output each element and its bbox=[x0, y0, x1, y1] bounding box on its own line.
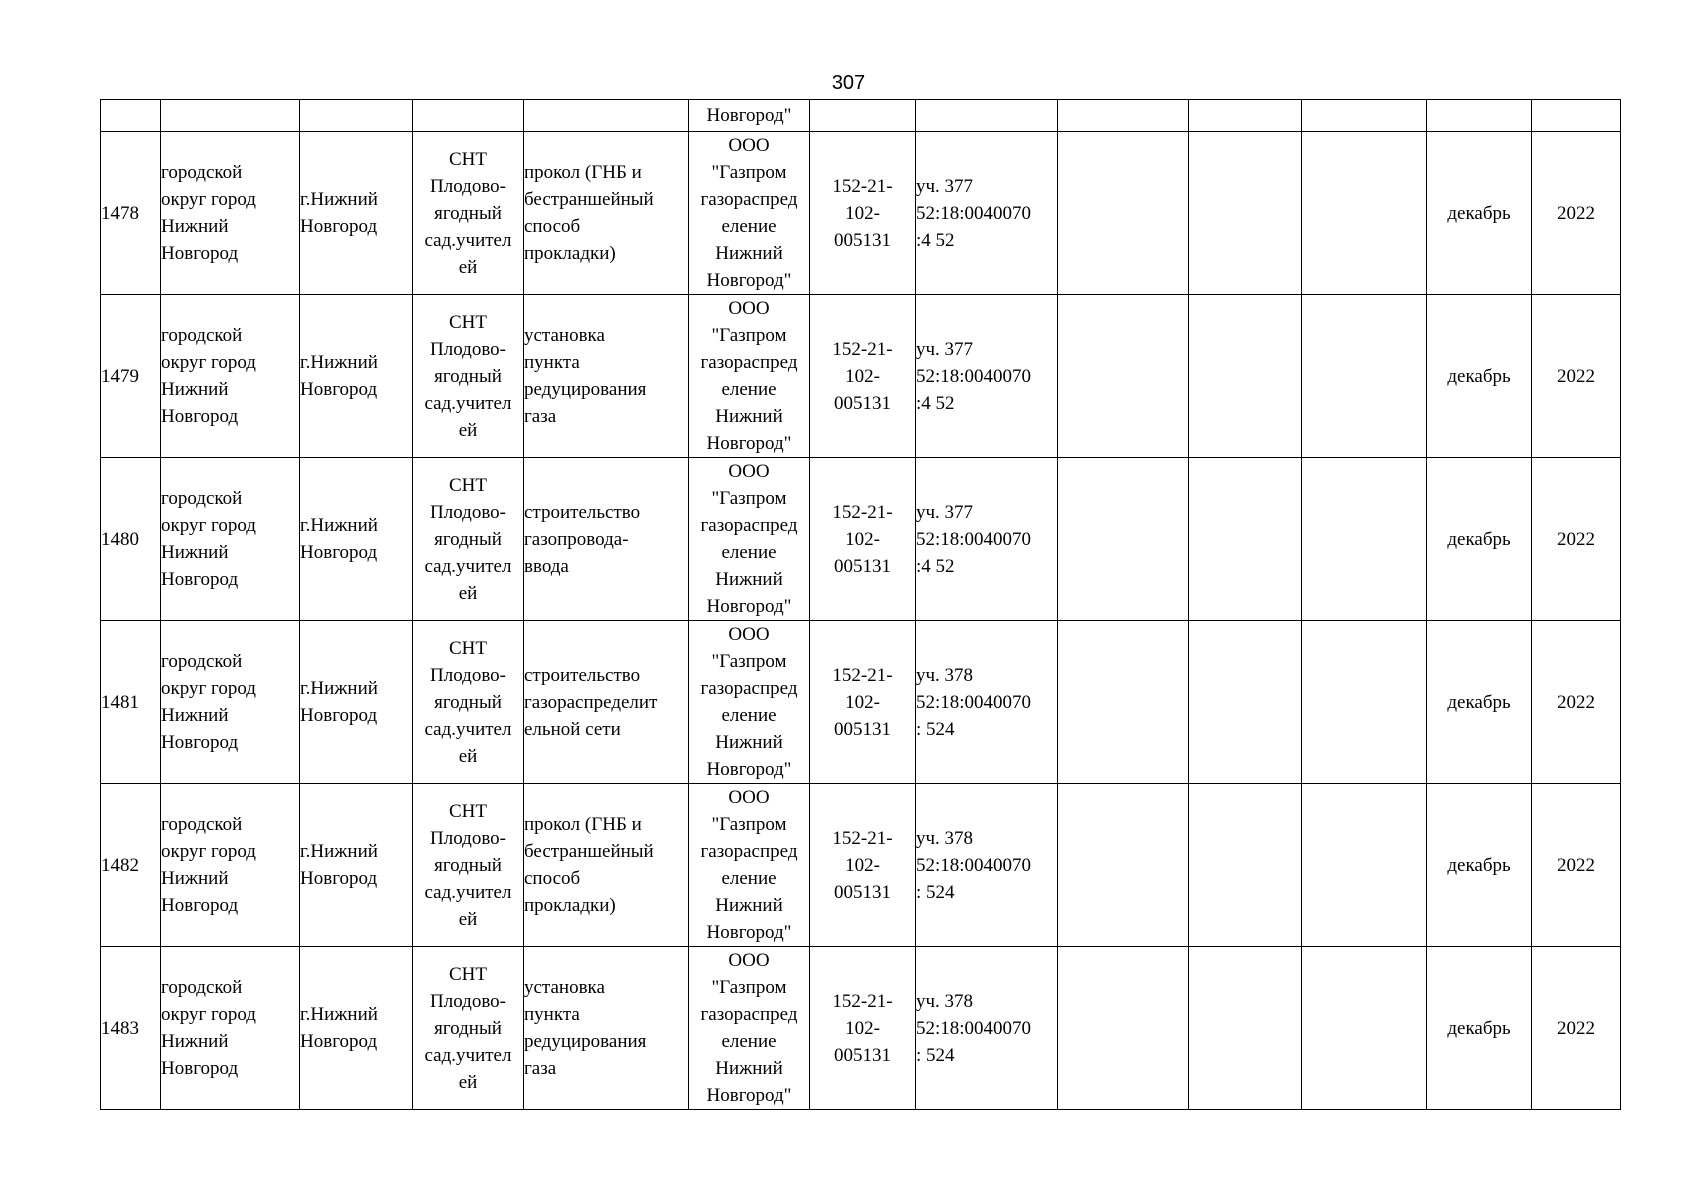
year-cell: 2022 bbox=[1532, 132, 1621, 295]
city-cell: г.Нижний Новгород bbox=[300, 947, 413, 1110]
month-cell: декабрь bbox=[1427, 295, 1532, 458]
month-cell: декабрь bbox=[1427, 132, 1532, 295]
code-cell: 152-21- 102- 005131 bbox=[810, 132, 916, 295]
city-cell: г.Нижний Новгород bbox=[300, 784, 413, 947]
empty-cell bbox=[1189, 458, 1302, 621]
year-cell: 2022 bbox=[1532, 295, 1621, 458]
code-cell: 152-21- 102- 005131 bbox=[810, 947, 916, 1110]
row-number: 1480 bbox=[101, 458, 161, 621]
plot-cell: уч. 377 52:18:0040070 :4 52 bbox=[916, 458, 1058, 621]
year-cell: 2022 bbox=[1532, 947, 1621, 1110]
code-cell: 152-21- 102- 005131 bbox=[810, 621, 916, 784]
organization-cell: ООО "Газпром газораспред еление Нижний Новгород" bbox=[689, 947, 810, 1110]
empty-cell bbox=[1302, 947, 1427, 1110]
plot-cell: уч. 378 52:18:0040070 : 524 bbox=[916, 621, 1058, 784]
table-body bbox=[101, 100, 1621, 1110]
organization-cell: ООО "Газпром газораспред еление Нижний Новгород" bbox=[689, 621, 810, 784]
empty-cell bbox=[1302, 621, 1427, 784]
code-cell: 152-21- 102- 005131 bbox=[810, 458, 916, 621]
empty-cell bbox=[1302, 295, 1427, 458]
plot-cell: уч. 377 52:18:0040070 :4 52 bbox=[916, 295, 1058, 458]
table-row bbox=[101, 132, 1621, 295]
empty-cell bbox=[1302, 458, 1427, 621]
plot-cell: уч. 378 52:18:0040070 : 524 bbox=[916, 947, 1058, 1110]
table-row bbox=[101, 621, 1621, 784]
snt-cell: СНТ Плодово- ягодный сад.учител ей bbox=[413, 784, 524, 947]
empty-cell bbox=[1189, 784, 1302, 947]
plot-cell: уч. 377 52:18:0040070 :4 52 bbox=[916, 132, 1058, 295]
empty-cell bbox=[1058, 784, 1189, 947]
organization-cell: ООО "Газпром газораспред еление Нижний Новгород" bbox=[689, 458, 810, 621]
month-cell: декабрь bbox=[1427, 784, 1532, 947]
empty-cell bbox=[1058, 947, 1189, 1110]
year-cell: 2022 bbox=[1532, 784, 1621, 947]
work-type-cell: строительство газораспределит ельной сети bbox=[524, 621, 689, 784]
work-type-cell: прокол (ГНБ и бестраншейный способ прокладки) bbox=[524, 784, 689, 947]
month-cell: декабрь bbox=[1427, 621, 1532, 784]
table-row bbox=[101, 947, 1621, 1110]
code-cell: 152-21- 102- 005131 bbox=[810, 295, 916, 458]
empty-cell bbox=[1302, 784, 1427, 947]
table-row bbox=[101, 784, 1621, 947]
row-number: 1482 bbox=[101, 784, 161, 947]
code-cell: 152-21- 102- 005131 bbox=[810, 784, 916, 947]
work-type-cell: прокол (ГНБ и бестраншейный способ прокладки) bbox=[524, 132, 689, 295]
table-row bbox=[101, 295, 1621, 458]
year-cell: 2022 bbox=[1532, 458, 1621, 621]
plot-cell: уч. 378 52:18:0040070 : 524 bbox=[916, 784, 1058, 947]
snt-cell: СНТ Плодово- ягодный сад.учител ей bbox=[413, 132, 524, 295]
city-cell: г.Нижний Новгород bbox=[300, 295, 413, 458]
work-type-cell: строительство газопровода- ввода bbox=[524, 458, 689, 621]
empty-cell bbox=[1058, 458, 1189, 621]
snt-cell: СНТ Плодово- ягодный сад.учител ей bbox=[413, 458, 524, 621]
city-cell: г.Нижний Новгород bbox=[300, 132, 413, 295]
table-row bbox=[101, 458, 1621, 621]
organization-cell: ООО "Газпром газораспред еление Нижний Новгород" bbox=[689, 784, 810, 947]
row-number: 1479 bbox=[101, 295, 161, 458]
district-cell: городской округ город Нижний Новгород bbox=[161, 132, 300, 295]
organization-cell: ООО "Газпром газораспред еление Нижний Новгород" bbox=[689, 132, 810, 295]
district-cell: городской округ город Нижний Новгород bbox=[161, 458, 300, 621]
empty-cell bbox=[1189, 947, 1302, 1110]
snt-cell: СНТ Плодово- ягодный сад.учител ей bbox=[413, 947, 524, 1110]
empty-cell bbox=[1058, 621, 1189, 784]
district-cell: городской округ город Нижний Новгород bbox=[161, 295, 300, 458]
continuation-row bbox=[101, 100, 1621, 132]
district-cell: городской округ город Нижний Новгород bbox=[161, 784, 300, 947]
row-number: 1483 bbox=[101, 947, 161, 1110]
snt-cell: СНТ Плодово- ягодный сад.учител ей bbox=[413, 295, 524, 458]
register-table bbox=[100, 99, 1621, 1110]
month-cell: декабрь bbox=[1427, 458, 1532, 621]
work-type-cell: установка пункта редуцирования газа bbox=[524, 947, 689, 1110]
row-number: 1481 bbox=[101, 621, 161, 784]
month-cell: декабрь bbox=[1427, 947, 1532, 1110]
empty-cell bbox=[1058, 132, 1189, 295]
continuation-organization: Новгород" bbox=[689, 100, 810, 132]
snt-cell: СНТ Плодово- ягодный сад.учител ей bbox=[413, 621, 524, 784]
empty-cell bbox=[1189, 295, 1302, 458]
empty-cell bbox=[1058, 295, 1189, 458]
empty-cell bbox=[1189, 621, 1302, 784]
organization-cell: ООО "Газпром газораспред еление Нижний Новгород" bbox=[689, 295, 810, 458]
page-number: 307 bbox=[831, 72, 866, 94]
row-number: 1478 bbox=[101, 132, 161, 295]
empty-cell bbox=[1189, 132, 1302, 295]
city-cell: г.Нижний Новгород bbox=[300, 621, 413, 784]
year-cell: 2022 bbox=[1532, 621, 1621, 784]
district-cell: городской округ город Нижний Новгород bbox=[161, 947, 300, 1110]
city-cell: г.Нижний Новгород bbox=[300, 458, 413, 621]
district-cell: городской округ город Нижний Новгород bbox=[161, 621, 300, 784]
work-type-cell: установка пункта редуцирования газа bbox=[524, 295, 689, 458]
empty-cell bbox=[1302, 132, 1427, 295]
